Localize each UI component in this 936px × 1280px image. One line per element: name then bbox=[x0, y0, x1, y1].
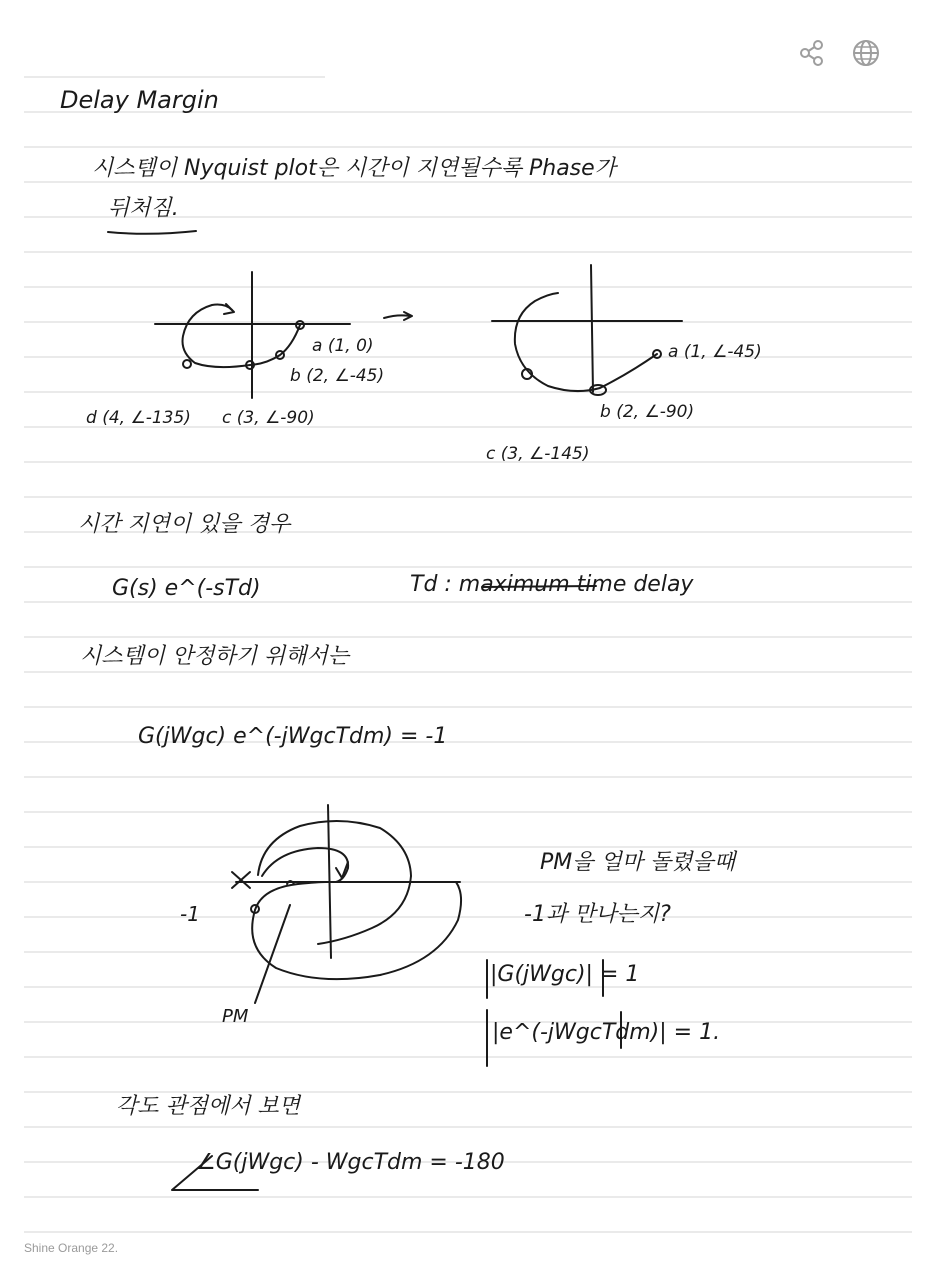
footer-brand: Shine Orange 22. bbox=[24, 1241, 119, 1255]
pm-cross-mark bbox=[232, 872, 250, 888]
plot1-label-d: d (4, ∠-135) bbox=[86, 408, 191, 428]
equation-2: G(jWgc) e^(-jWgcTdm) = -1 bbox=[138, 724, 448, 749]
pm-small-arrow bbox=[336, 862, 348, 878]
pm-note-2: -1과 만나는지? bbox=[524, 902, 671, 927]
equation-3: |G(jWgc)| = 1 bbox=[490, 962, 640, 987]
plot1-label-b: b (2, ∠-45) bbox=[290, 366, 385, 386]
pm-inner-curve bbox=[262, 848, 348, 882]
equation-5: ∠G(jWgc) - WgcTdm = -180 bbox=[196, 1150, 505, 1175]
plot2-label-b: b (2, ∠-90) bbox=[600, 402, 695, 422]
plot2-curve bbox=[515, 293, 657, 391]
plot1-point-d bbox=[183, 360, 191, 368]
pm-minus-one-label: -1 bbox=[180, 902, 200, 926]
plot2-label-a: a (1, ∠-45) bbox=[668, 342, 762, 362]
note-line-4: 각도 관점에서 보면 bbox=[116, 1094, 301, 1119]
nyquist-plot-2 bbox=[492, 265, 682, 395]
plot2-label-c: c (3, ∠-145) bbox=[486, 444, 590, 464]
plot1-label-a: a (1, 0) bbox=[312, 336, 374, 356]
note-title: Delay Margin bbox=[60, 86, 219, 114]
note-line-3: 시스템이 안정하기 위해서는 bbox=[80, 644, 350, 669]
underline-mark bbox=[108, 231, 196, 234]
plot2-imag-axis bbox=[591, 265, 593, 392]
pm-note-1: PM을 얼마 돌렸을때 bbox=[540, 850, 735, 875]
pm-lower-curve bbox=[252, 882, 461, 979]
note-line-1: 시스템이 Nyquist plot은 시간이 지연될수록 Phase가 bbox=[92, 156, 616, 181]
plot1-label-c: c (3, ∠-90) bbox=[222, 408, 315, 428]
plot1-direction-arrow bbox=[384, 312, 412, 320]
note-line-1b: 뒤처짐. bbox=[108, 196, 179, 221]
equation-1: G(s) e^(-sTd) bbox=[112, 576, 261, 601]
note-line-2: 시간 지연이 있을 경우 bbox=[78, 512, 291, 537]
phase-margin-diagram bbox=[232, 805, 461, 1003]
pm-label: PM bbox=[222, 1006, 249, 1027]
equation-4: |e^(-jWgcTdm)| = 1. bbox=[492, 1020, 721, 1045]
equation-1-note: Td : maximum time delay bbox=[410, 572, 694, 597]
